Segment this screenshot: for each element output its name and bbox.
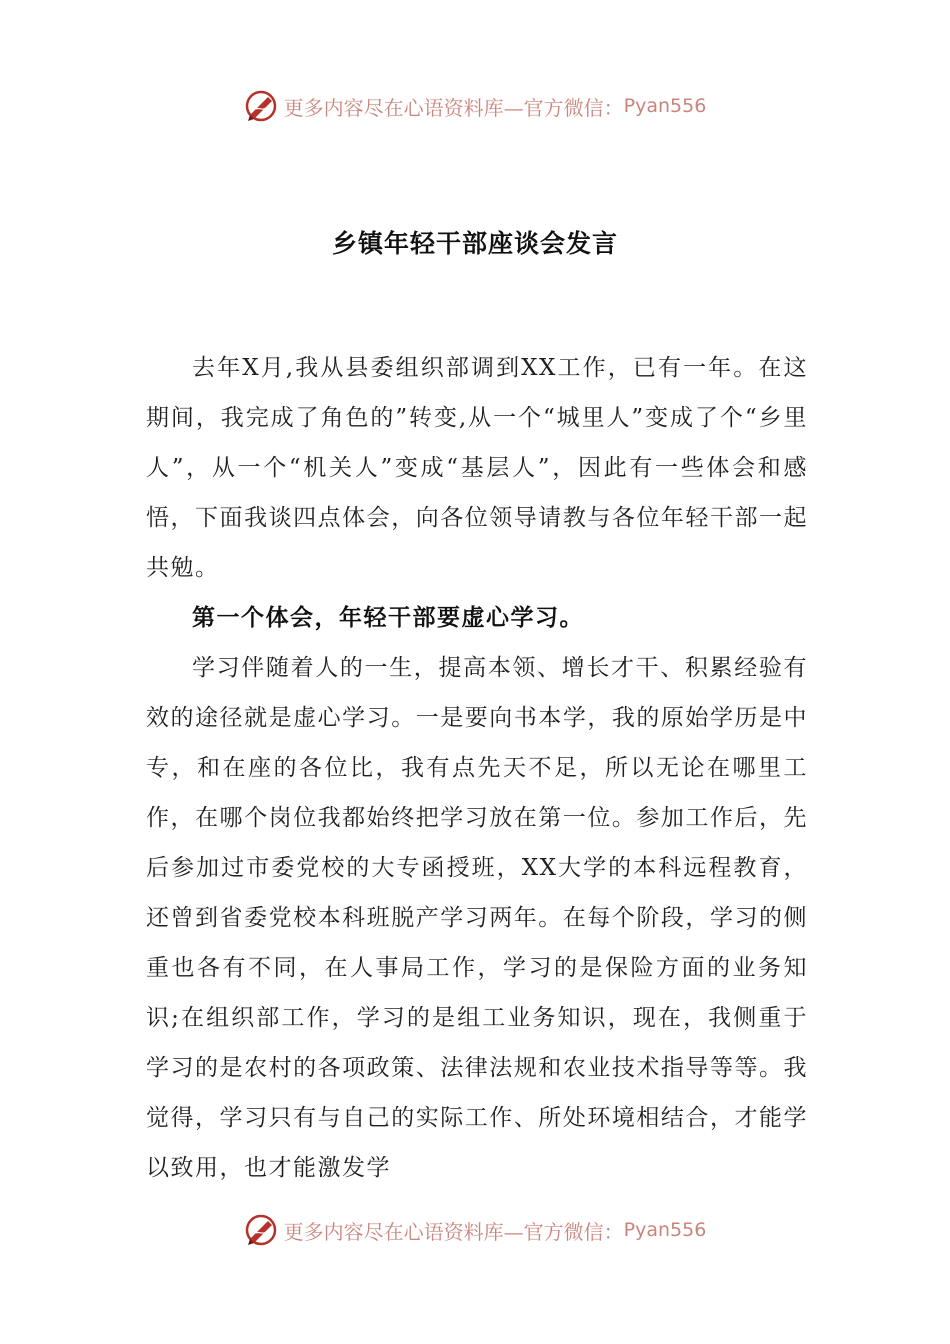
header-banner xyxy=(0,84,950,128)
footer-banner-text: 更多内容尽在心语资料库—官方微信： xyxy=(283,1219,624,1244)
pen-logo-icon xyxy=(244,1213,278,1247)
section-paragraph-1: 学习伴随着人的一生，提高本领、增长才干、积累经验有效的途径就是虚心学习。一是要向书本学，我的原始学历是中专，和在座的各位比，我有点先天不足，所以无论在哪里工作，在哪个岗位我都始终把学习放在第一位。参加工作后，先后参加过市委党校的大专函授班，XX大学的本科远程教育，还曾到省委党校本科班脱产学习两年。在每个阶段，学习的侧重也各有不同，在人事局工作，学习的是保险方面的业务知识;在组织部工作，学习的是组工业务知识，现在，我侧重于学习的是农村的各项政策、法律法规和农业技术指导等等。我觉得，学习只有与自己的实际工作、所处环境相结合，才能学以致用，也才能激发学 xyxy=(146,655,808,1181)
header-banner-wechat-id: Pyan556 xyxy=(623,95,707,117)
header-banner-text: 更多内容尽在心语资料库—官方微信： xyxy=(283,95,624,120)
footer-banner-wechat-id: Pyan556 xyxy=(623,1219,707,1241)
document-body xyxy=(146,343,808,1193)
document-title: 乡镇年轻干部座谈会发言 xyxy=(331,229,618,258)
pen-logo-icon xyxy=(244,89,278,123)
footer-banner xyxy=(0,1208,950,1252)
intro-paragraph: 去年X月,我从县委组织部调到XX工作，已有一年。在这期间，我完成了角色的”转变,从一个“城里人”变成了个“乡里人”，从一个“机关人”变成“基层人”，因此有一些体会和感悟，下面我谈四点体会，向各位领导请教与各位年轻干部一起共勉。 xyxy=(146,355,808,581)
section-heading-1: 第一个体会，年轻干部要虚心学习。 xyxy=(192,604,584,631)
